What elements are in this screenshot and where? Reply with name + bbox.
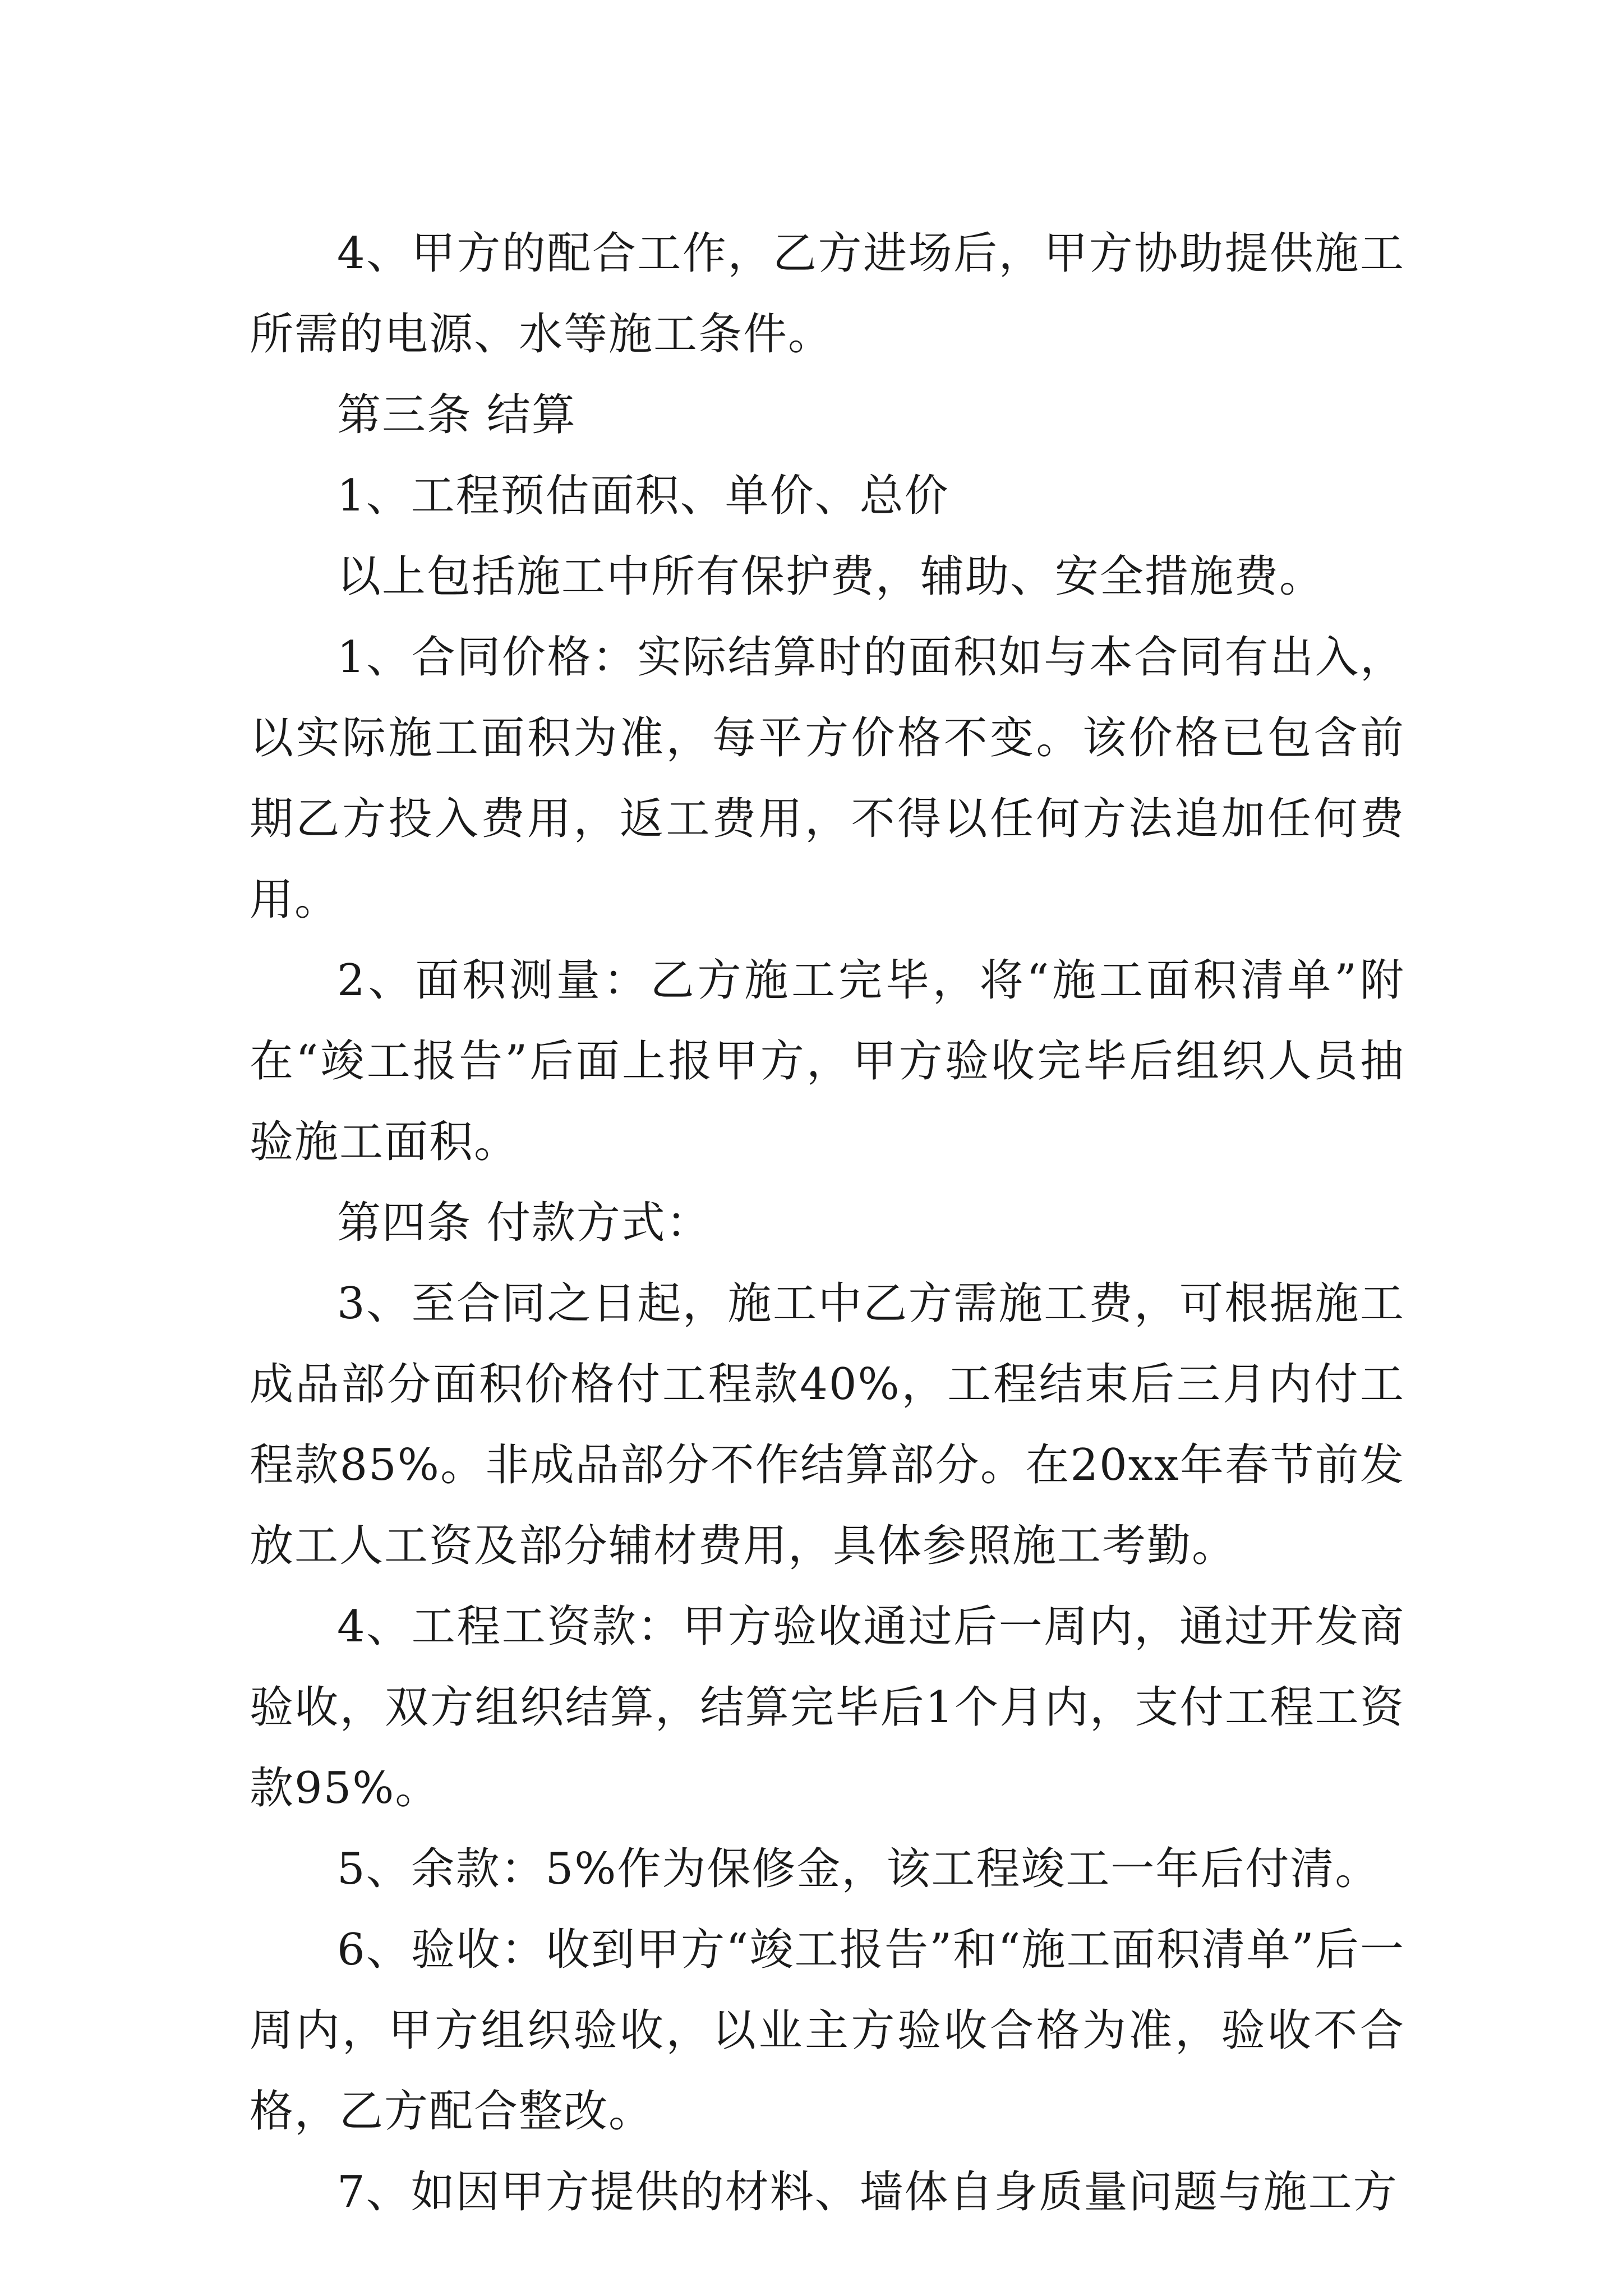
paragraph-included-fees: 以上包括施工中所有保护费，辅助、安全措施费。 [337,551,1325,602]
heading-article-4-payment: 第四条 付款方式： [337,1198,711,1248]
heading-article-3-settlement: 第三条 结算 [337,390,577,440]
paragraph-estimated-area: 1、工程预估面积、单价、总价 [337,471,949,521]
document-body [250,213,1405,2233]
paragraph-balance: 5、余款：5%作为保修金，该工程竣工一年后付清。 [337,1844,1380,1894]
paragraph-progress-payment: 3、至合同之日起，施工中乙方需施工费，可根据施工成品部分面积价格付工程款40%，工程结束后三月内付工程款85%。非成品部分不作结算部分。在20xx年春节前发放工人工资及部分辅材费用，具体参照施工考勤。 [250,1278,1405,1571]
paragraph-material-quality: 7、如因甲方提供的材料、墙体自身质量问题与施工方 [337,2167,1398,2217]
paragraph-cooperation: 4、甲方的配合工作，乙方进场后，甲方协助提供施工所需的电源、水等施工条件。 [250,228,1405,360]
paragraph-area-measurement: 2、面积测量：乙方施工完毕，将“施工面积清单”附在“竣工报告”后面上报甲方，甲方验收完毕后组织人员抽验施工面积。 [250,955,1405,1167]
paragraph-acceptance: 6、验收：收到甲方“竣工报告”和“施工面积清单”后一周内，甲方组织验收，以业主方验收合格为准，验收不合格，乙方配合整改。 [250,1925,1405,2137]
paragraph-contract-price: 1、合同价格：实际结算时的面积如与本合同有出入，以实际施工面积为准，每平方价格不变。该价格已包含前期乙方投入费用，返工费用，不得以任何方法追加任何费用。 [250,632,1405,925]
paragraph-wage-payment: 4、工程工资款：甲方验收通过后一周内，通过开发商验收，双方组织结算，结算完毕后1个月内，支付工程工资款95%。 [250,1602,1405,1814]
